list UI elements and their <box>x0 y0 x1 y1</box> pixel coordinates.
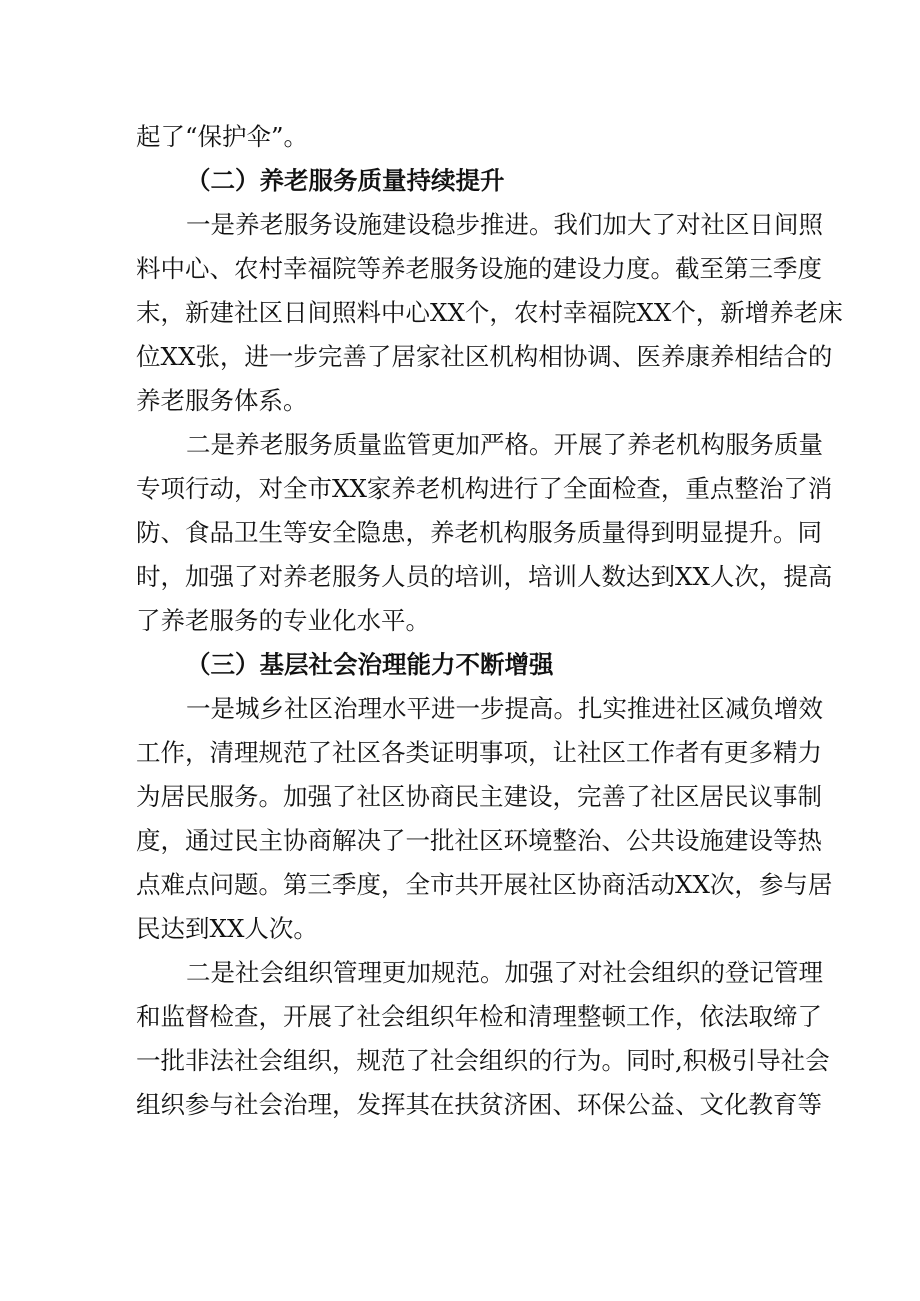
paragraph-line: 和监督检查，开展了社会组织年检和清理整顿工作，依法取缔了 <box>136 1002 822 1031</box>
paragraph-line: 专项行动，对全市XX家养老机构进行了全面检查，重点整治了消 <box>136 474 833 503</box>
paragraph-line: 末，新建社区日间照料中心XX个，农村幸福院XX个，新增养老床 <box>136 298 843 327</box>
section-heading-2: （二）养老服务质量持续提升 <box>186 166 505 195</box>
paragraph-line: 二是养老服务质量监管更加严格。开展了养老机构服务质量 <box>186 430 823 459</box>
paragraph-line: 二是社会组织管理更加规范。加强了对社会组织的登记管理 <box>186 958 823 987</box>
paragraph-line: 组织参与社会治理，发挥其在扶贫济困、环保公益、文化教育等 <box>136 1090 822 1119</box>
paragraph-line: 位XX张，进一步完善了居家社区机构相协调、医养康养相结合的 <box>136 342 833 371</box>
section-heading-3: （三）基层社会治理能力不断增强 <box>186 650 554 679</box>
paragraph-line: 养老服务体系。 <box>136 386 308 415</box>
paragraph-line: 了养老服务的专业化水平。 <box>136 606 430 635</box>
paragraph-line: 起了“保护伞”。 <box>136 122 309 151</box>
paragraph-line: 料中心、农村幸福院等养老服务设施的建设力度。截至第三季度 <box>136 254 822 283</box>
paragraph-line: 一批非法社会组织，规范了社会组织的行为。同时,积极引导社会 <box>136 1046 830 1075</box>
paragraph-line: 为居民服务。加强了社区协商民主建设，完善了社区居民议事制 <box>136 782 822 811</box>
paragraph-line: 点难点问题。第三季度，全市共开展社区协商活动XX次，参与居 <box>136 870 833 899</box>
paragraph-line: 防、食品卫生等安全隐患，养老机构服务质量得到明显提升。同 <box>136 518 822 547</box>
paragraph-line: 一是养老服务设施建设稳步推进。我们加大了对社区日间照 <box>186 210 823 239</box>
paragraph-line: 工作，清理规范了社区各类证明事项，让社区工作者有更多精力 <box>136 738 822 767</box>
paragraph-line: 一是城乡社区治理水平进一步提高。扎实推进社区减负增效 <box>186 694 823 723</box>
paragraph-line: 度，通过民主协商解决了一批社区环境整治、公共设施建设等热 <box>136 826 822 855</box>
paragraph-line: 民达到XX人次。 <box>136 914 318 943</box>
paragraph-line: 时，加强了对养老服务人员的培训，培训人数达到XX人次，提高 <box>136 562 833 591</box>
